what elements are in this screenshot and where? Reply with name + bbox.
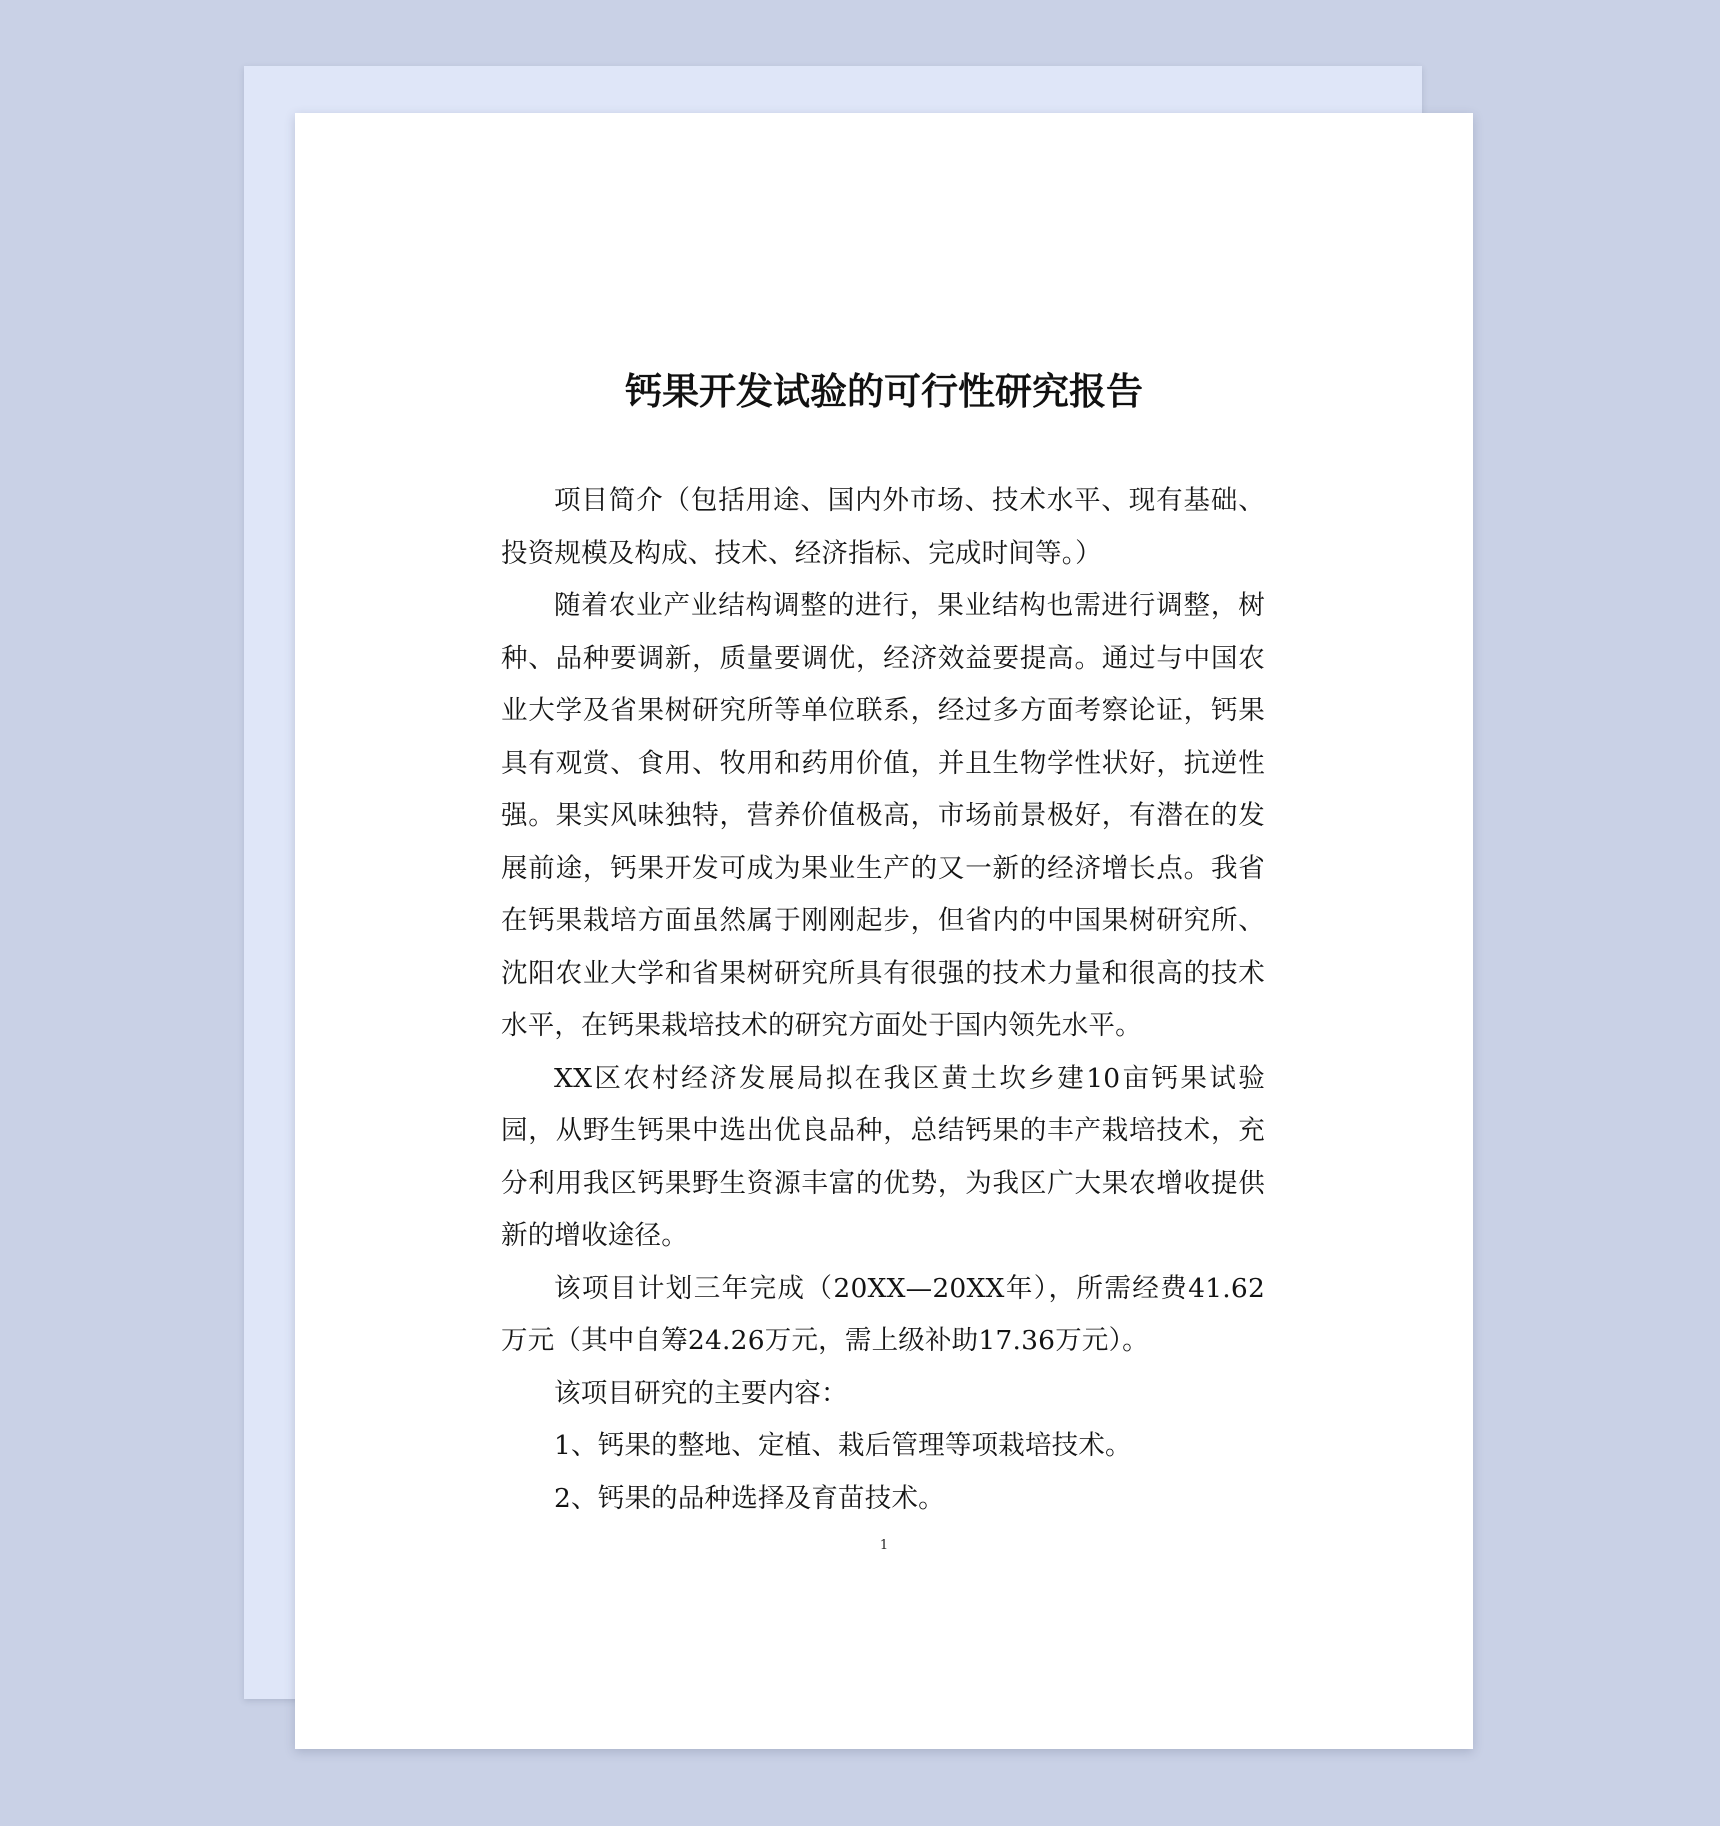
list-item-1: 1、钙果的整地、定植、栽后管理等项栽培技术。 <box>554 1430 1132 1461</box>
list-item-2: 2、钙果的品种选择及育苗技术。 <box>554 1482 945 1514</box>
document-body <box>501 475 1265 1525</box>
document-title: 钙果开发试验的可行性研究报告 <box>625 369 1143 413</box>
page-number: 1 <box>879 1538 889 1553</box>
paragraph-content-heading: 该项目研究的主要内容： <box>554 1377 848 1409</box>
paragraph-project-summary: 项目简介（包括用途、国内外市场、技术水平、现有基础、投资规模及构成、技术、经济指标、完成时间等。） <box>501 485 1265 569</box>
paragraph-plan: XX区农村经济发展局拟在我区黄土坎乡建10亩钙果试验园，从野生钙果中选出优良品种，总结钙果的丰产栽培技术，充分利用我区钙果野生资源丰富的优势，为我区广大果农增收提供新的增收途径。 <box>501 1062 1265 1251</box>
paragraph-budget: 该项目计划三年完成（20XX—20XX年），所需经费41.62万元（其中自筹24.26万元，需上级补助17.36万元）。 <box>501 1272 1265 1356</box>
paragraph-background: 随着农业产业结构调整的进行，果业结构也需进行调整，树种、品种要调新，质量要调优，经济效益要提高。通过与中国农业大学及省果树研究所等单位联系，经过多方面考察论证，钙果具有观赏、食用、牧用和药用价值，并且生物学性状好，抗逆性强。果实风味独特，营养价值极高，市场前景极好，有潜在的发展前途，钙果开发可成为果业生产的又一新的经济增长点。我省在钙果栽培方面虽然属于刚刚起步，但省内的中国果树研究所、沈阳农业大学和省果树研究所具有很强的技术力量和很高的技术水平，在钙果栽培技术的研究方面处于国内领先水平。 <box>501 590 1265 1041</box>
document-page <box>295 113 1473 1749</box>
